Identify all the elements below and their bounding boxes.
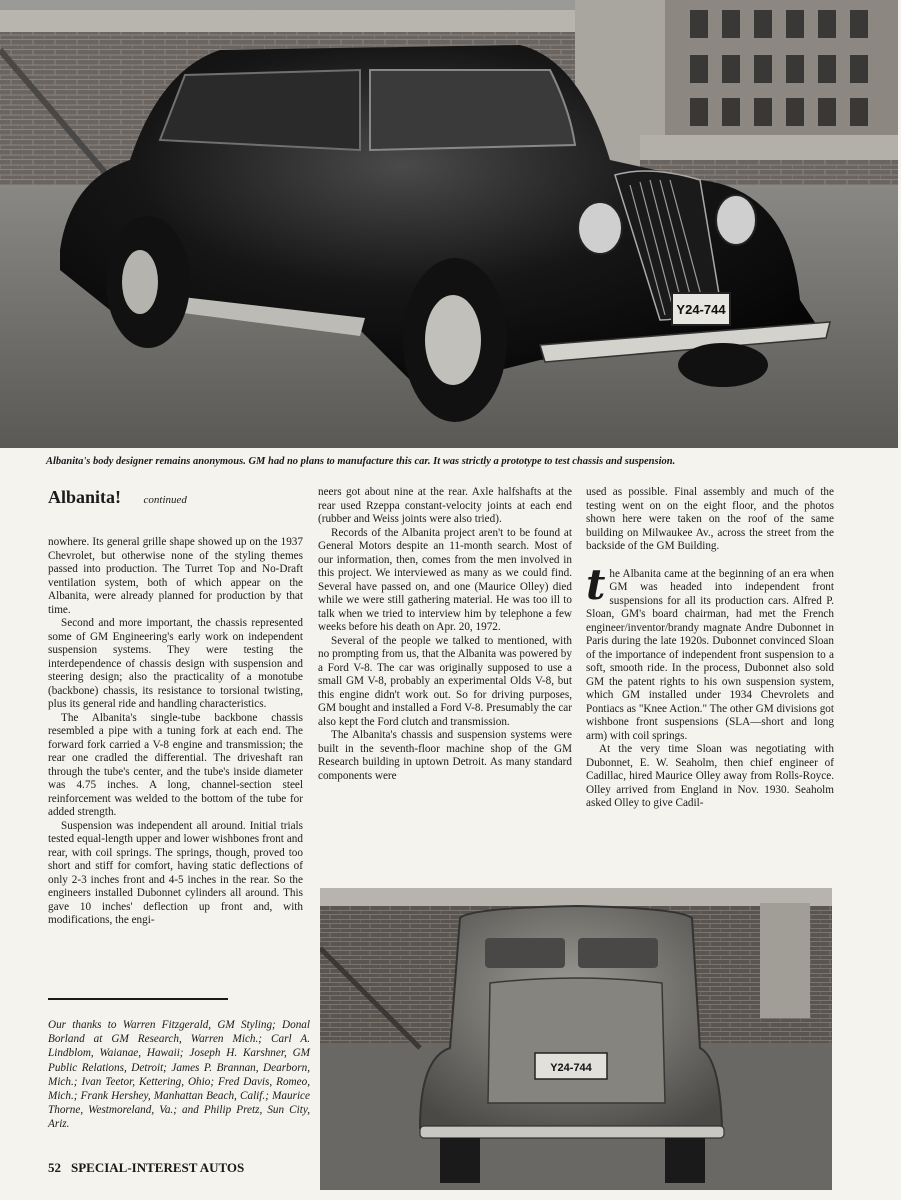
text-column-3 (586, 486, 834, 811)
continued-label: continued (143, 494, 187, 506)
article-heading (48, 487, 187, 508)
paragraph: The Albanita's single-tube backbone chassis resembled a pipe with a tuning fork at each end. The forward fork carried a V-8 engine and transmission; the rear one cradled the differential. The driveshaft ran through the tube's center, and the tube's inside diameter was 4.75 inches. A long, channel-section steel reinforcement was welded to the bottom of the tube for added strength. (48, 711, 303, 818)
text-column-2 (318, 486, 572, 783)
paragraph: The Albanita's chassis and suspension systems were built in the seventh-floor machine shop of the GM Research building in uptown Detroit. As many standard components were (318, 729, 572, 782)
paragraph: used as possible. Final assembly and much of the testing went on on the eight floor, and the photos shown here were taken on the roof of the same building on Milwaukee Av., across the street from the backside of the GM Building. (586, 486, 834, 552)
dropcap-paragraph-text: he Albanita came at the beginning of an era when GM was headed into independent front suspensions for all its production cars. Alfred P. Sloan, GM's board chairman, had met the French engineer/inventor/brandy magnate Andre Dubonnet in Paris during the late 1920s. Dubonnet convinced Sloan of the importance of independent front suspension to a soft, smooth ride. In the process, Dubonnet also sold GM the patent rights to his own suspension system, which GM installed under 1934 Chevrolets and Pontiacs as "Knee Action." The other GM divisions got wishbone front suspensions (SLA—short and long arm) with coil springs. (586, 567, 834, 742)
paragraph: Records of the Albanita project aren't to be found at General Motors despite an 11-month search. Most of our information, then, comes from the men involved in this project. We interviewed as many as we could find. Several have passed on, and one (Maurice Olley) died while we were still gathering material. He was too ill to talk when we tried to interview him by telephone a few weeks before his death on Apr. 20, 1972. (318, 526, 572, 633)
photo-caption: Albanita's body designer remains anonymous. GM had no plans to manufacture this car. It was strictly a prototype to test chassis and suspension. (46, 456, 676, 467)
article-title: Albanita! (48, 487, 122, 507)
car-rear-photo (320, 888, 832, 1190)
paragraph-dropcap (586, 559, 834, 744)
drop-cap: t (586, 559, 606, 609)
paragraph: Second and more important, the chassis represented some of GM Engineering's early work on independent suspension systems. They were testing the interdependence of chassis design with suspension and steering design; also the practicality of a monotube (backbone) chassis, its resistance to torsional twisting, plus its general ride and handling characteristics. (48, 617, 303, 710)
page-number: 52 (48, 1160, 61, 1175)
paragraph: neers got about nine at the rear. Axle halfshafts at the rear used Rzeppa constant-velocity joints at each end (rubber and Weiss joints were also tried). (318, 486, 572, 525)
car-front-photo (0, 0, 898, 448)
rear-license-plate: Y24-744 (550, 1062, 592, 1074)
acknowledgements: Our thanks to Warren Fitzgerald, GM Styling; Donal Borland at GM Research, Warren Mich.; Carl A. Lindblom, Waianae, Hawaii; Joseph H. Karshner, GM Public Relations, Detroit; James P. Brannan, Dearborn, Mich.; Ivan Teetor, Kettering, Ohio; Fred Davis, Romeo, Mich.; Frank Hershey, Manhattan Beach, Calif.; Maurice Thorne, Westmoreland, Va.; and Philip Pretz, Sun City, Ariz. (48, 1019, 310, 1131)
magazine-name: SPECIAL-INTEREST AUTOS (71, 1160, 245, 1175)
front-license-plate: Y24-744 (676, 302, 726, 317)
page-footer (48, 1160, 244, 1176)
section-rule (48, 998, 228, 1000)
text-column-1 (48, 536, 303, 928)
paragraph: nowhere. Its general grille shape showed up on the 1937 Chevrolet, but otherwise none of the styling themes passed into production. The Turret Top and No-Draft ventilation system, both of which appear on the Albanita, were already planned for production by that time. (48, 536, 303, 616)
paragraph: Several of the people we talked to mentioned, with no prompting from us, that the Albanita was powered by a Ford V-8. The car was originally supposed to use a small GM V-8, probably an experimental Olds V-8, but this engine didn't work out. So for driving purposes, GM bought and installed a Ford V-8. Presumably the car also kept the Ford clutch and transmission. (318, 634, 572, 728)
paragraph: Suspension was independent all around. Initial trials tested equal-length upper and lower wishbones front and rear, with coil springs. The springs, though, proved too short and stiff for comfort, having static deflections of only 2-3 inches front and 4-5 inches in the rear. So the engineers installed Dubonnet cylinders all around. This gave 10 inches' deflection up front and, with modifications, the engi- (48, 819, 303, 926)
paragraph: At the very time Sloan was negotiating with Dubonnet, E. W. Seaholm, then chief engineer of Cadillac, hired Maurice Olley away from Rolls-Royce. Olley arrived from England in Nov. 1930. Seaholm asked Olley to give Cadil- (586, 743, 834, 809)
